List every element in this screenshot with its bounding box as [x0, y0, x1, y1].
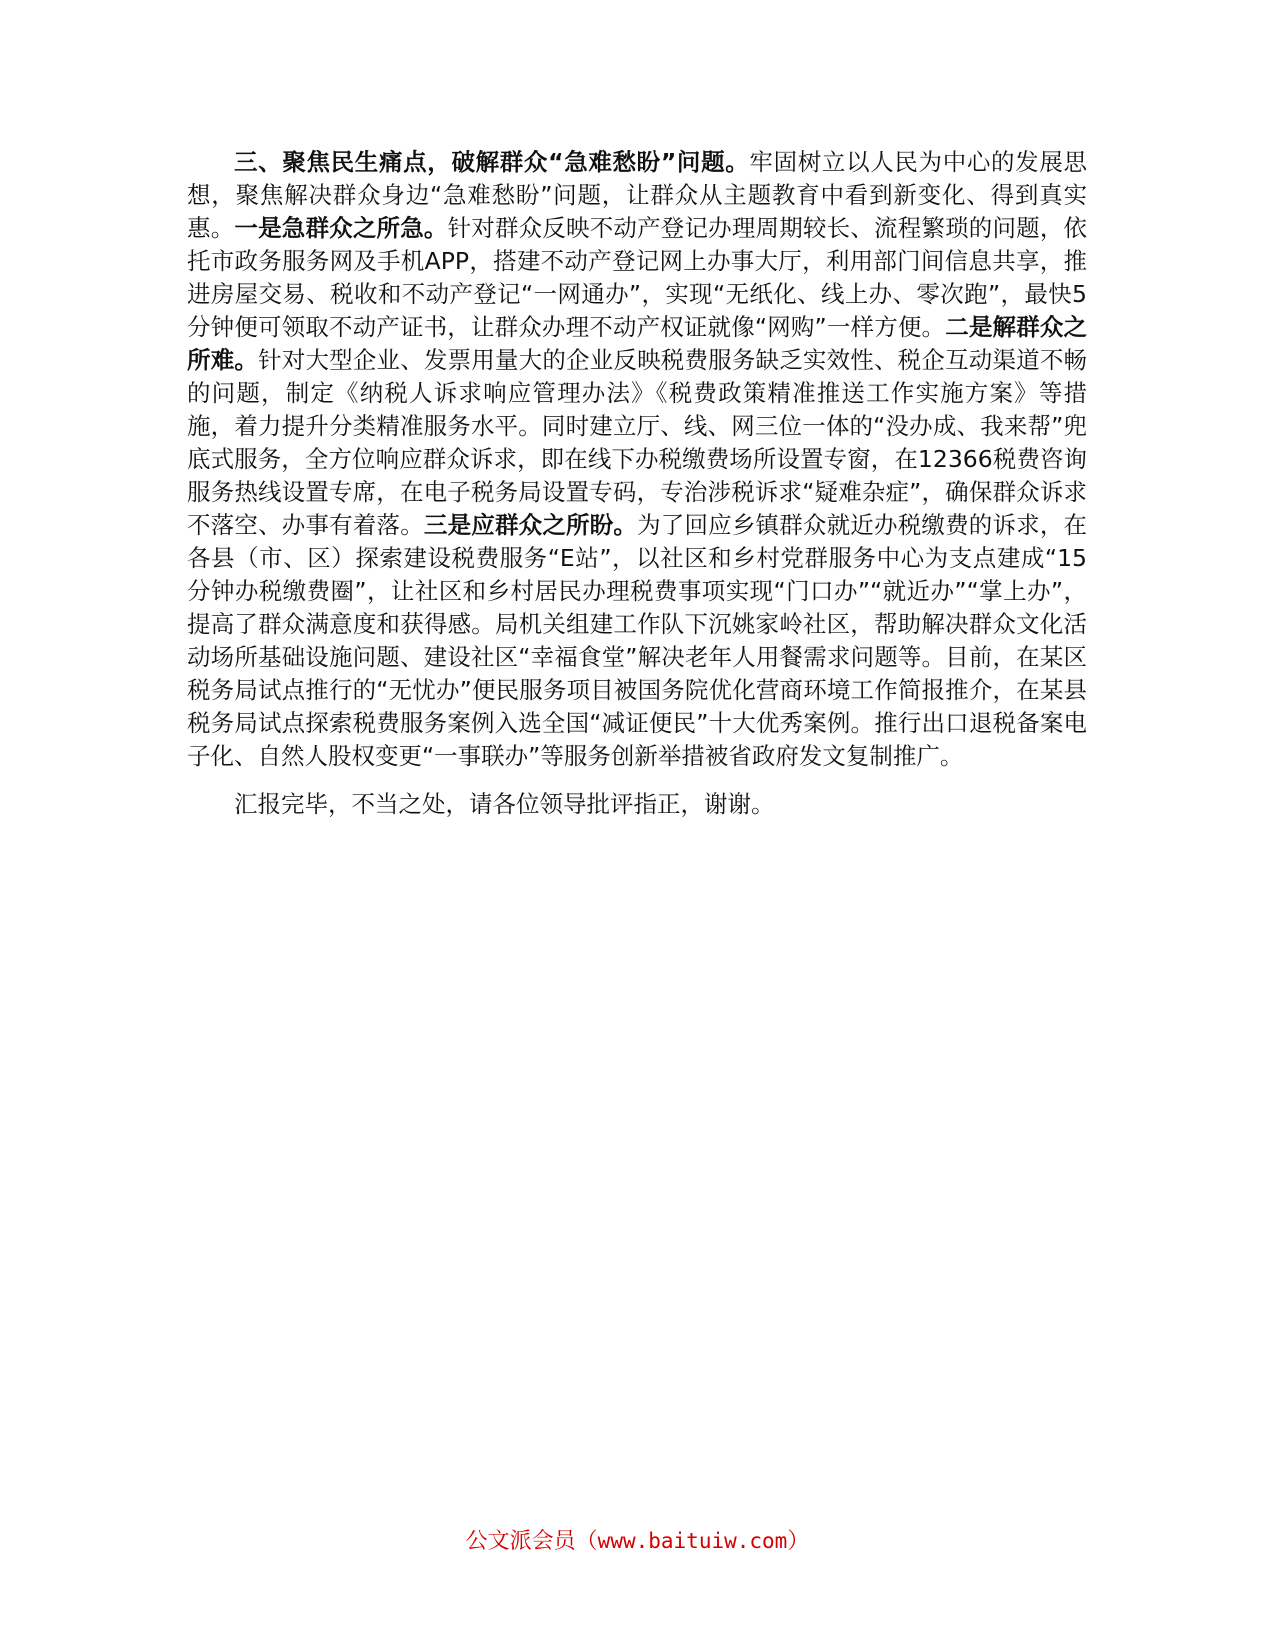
subpoint-1-text: 针对群众反映不动产登记办理周期较长、流程繁琐的问题，依托市政务服务网及手机APP，搭建不动产登记网上办事大厅，利用部门间信息共享，推进房屋交易、税收和不动产登记“一网通办”，实现“无纸化、线上办、零次跑”，最快5分钟便可领取不动产证书，让群众办理不动产权证就像“网购”一样方便。: [187, 214, 1088, 341]
paragraph-section-3: [187, 146, 1087, 773]
subpoint-3-title: 三是应群众之所盼。: [423, 511, 638, 539]
closing-paragraph: 汇报完毕，不当之处，请各位领导批评指正，谢谢。: [234, 790, 775, 818]
subpoint-1-title: 一是急群众之所急。: [234, 214, 448, 242]
footer-close: ）: [787, 1529, 810, 1554]
subpoint-2-text: 针对大型企业、发票用量大的企业反映税费服务缺乏实效性、税企互动渠道不畅的问题，制定《纳税人诉求响应管理办法》《税费政策精准推送工作实施方案》等措施，着力提升分类精准服务水平。同时建立厅、线、网三位一体的“没办成、我来帮”兜底式服务，全方位响应群众诉求，即在线下办税缴费场所设置专窗，在12366税费咨询服务热线设置专席，在电子税务局设置专码，专治涉税诉求“疑难杂症”，确保群众诉求不落空、办事有着落。: [187, 346, 1088, 539]
subpoint-2-title: 二是解群众之所难。: [187, 313, 1087, 374]
footer-url[interactable]: www.baituiw.com: [597, 1529, 788, 1553]
section-intro-text: 牢固树立以人民为中心的发展思想，聚焦解决群众身边“急难愁盼”问题，让群众从主题教育中看到新变化、得到真实惠。: [187, 148, 1088, 242]
document-body: [187, 146, 1087, 821]
footer-label: 公文派会员（: [465, 1529, 598, 1554]
section-heading: 三、聚焦民生痛点，破解群众“急难愁盼”问题。: [234, 148, 750, 176]
footer-watermark: [0, 1524, 1275, 1555]
subpoint-3-text: 为了回应乡镇群众就近办税缴费的诉求，在各县（市、区）探索建设税费服务“E站”，以社区和乡村党群服务中心为支点建成“15分钟办税缴费圈”，让社区和乡村居民办理税费事项实现“门口办”“就近办”“掌上办”，提高了群众满意度和获得感。局机关组建工作队下沉姚家岭社区，帮助解决群众文化活动场所基础设施问题、建设社区“幸福食堂”解决老年人用餐需求问题等。目前，在某区税务局试点推行的“无忧办”便民服务项目被国务院优化营商环境工作简报推介，在某县税务局试点探索税费服务案例入选全国“减证便民”十大优秀案例。推行出口退税备案电子化、自然人股权变更“一事联办”等服务创新举措被省政府发文复制推广。: [187, 511, 1088, 770]
